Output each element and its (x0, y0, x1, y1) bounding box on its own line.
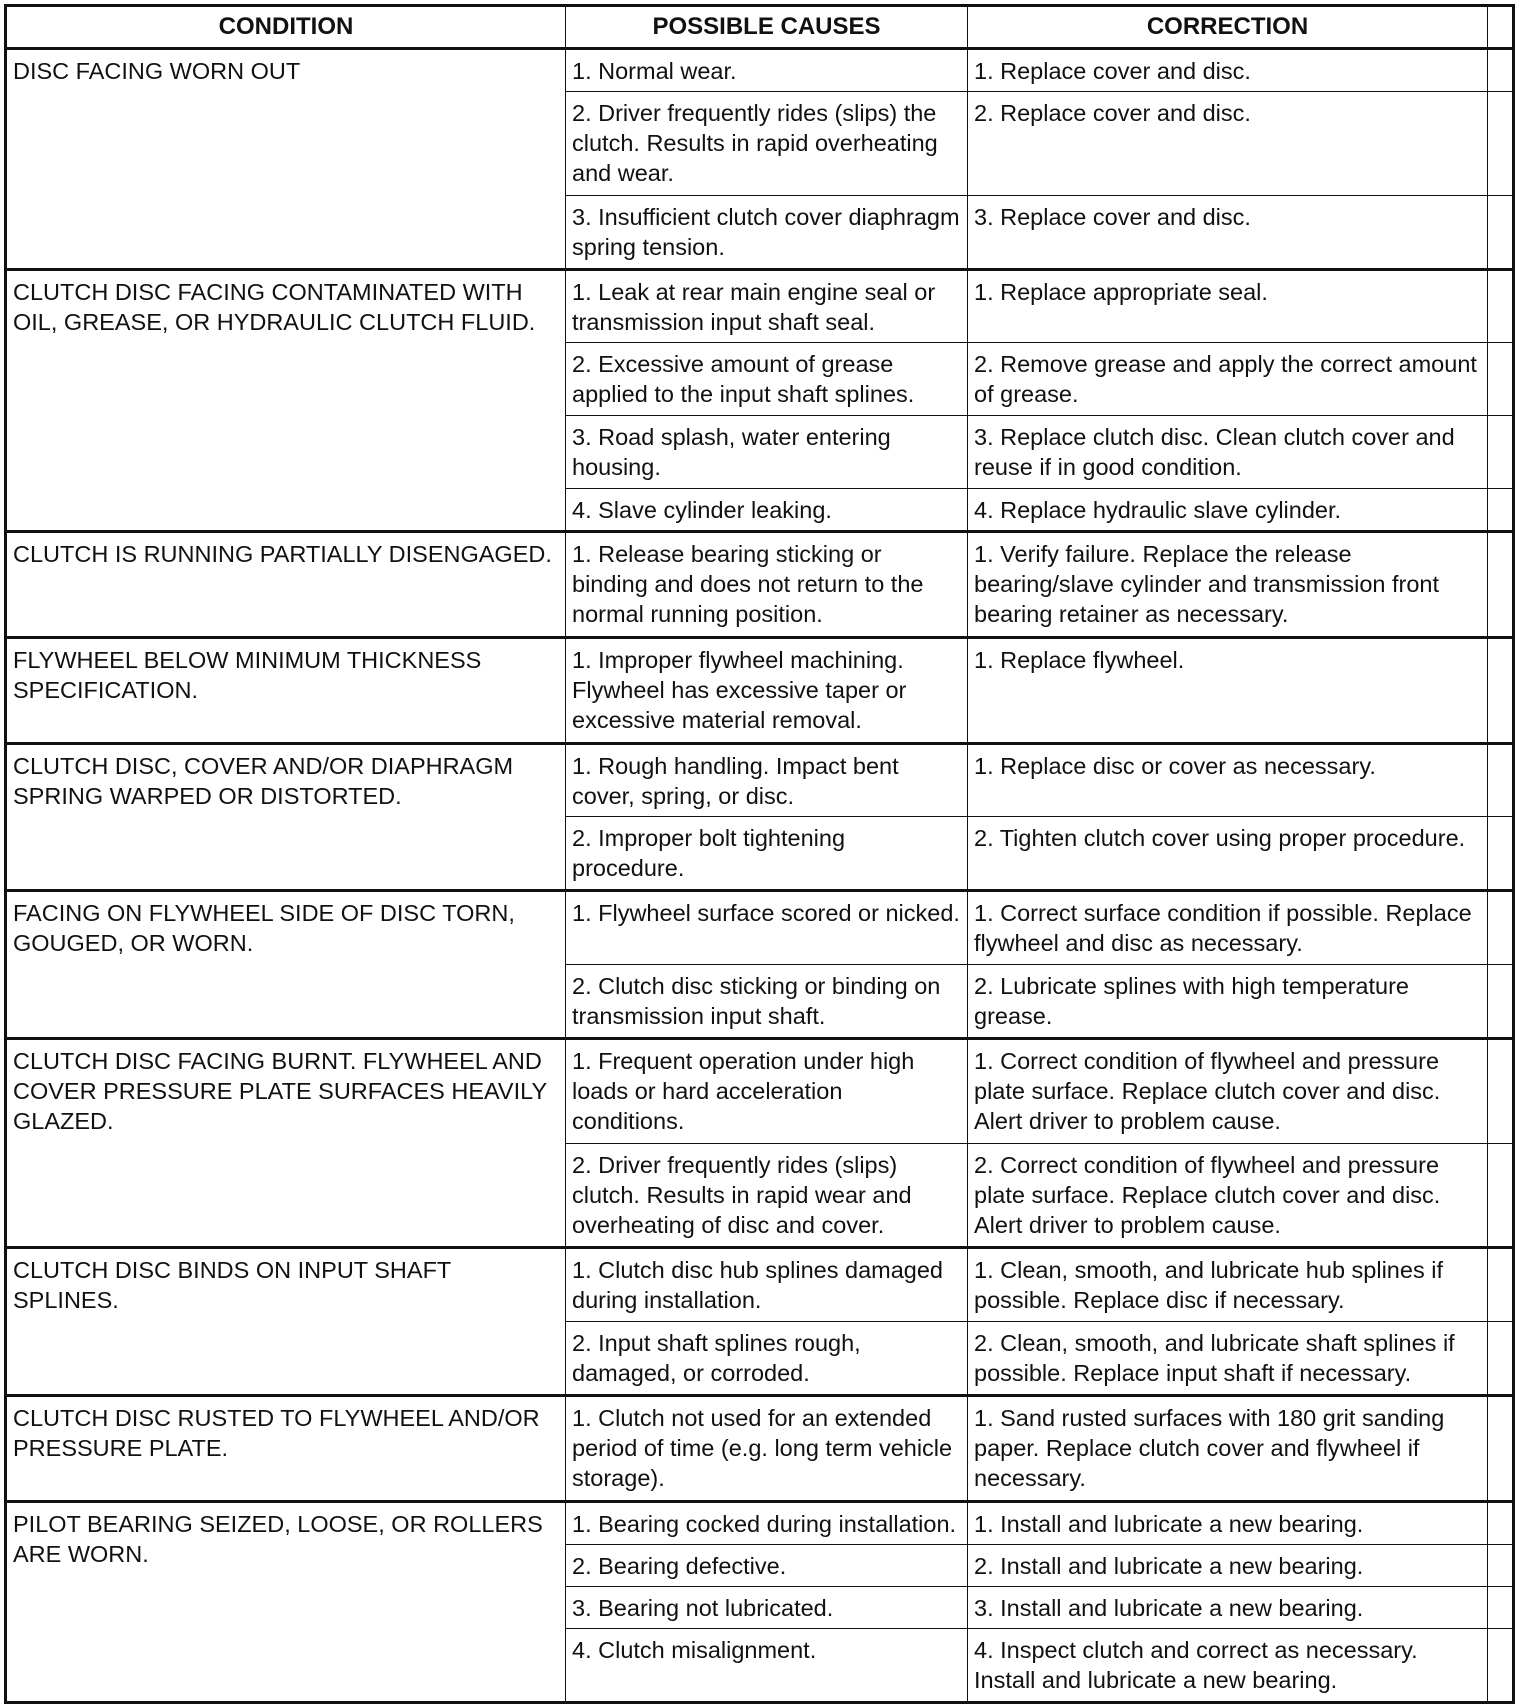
correction-cell: 1. Correct surface condition if possible. Replace flywheel and disc as necessary. (968, 891, 1488, 965)
header-correction: CORRECTION (968, 6, 1488, 49)
cause-cell: 1. Clutch disc hub splines damaged during installation. (566, 1248, 968, 1322)
spacer-cell (1488, 1544, 1514, 1586)
condition-cell: DISC FACING WORN OUT (6, 49, 566, 270)
table-row (6, 1248, 1514, 1322)
correction-cell: 1. Verify failure. Replace the release bearing/slave cylinder and transmission front bearing retainer as necessary. (968, 532, 1488, 638)
table-row (6, 532, 1514, 638)
spacer-cell (1488, 269, 1514, 343)
cause-cell: 3. Insufficient clutch cover diaphragm spring tension. (566, 195, 968, 269)
cause-cell: 2. Excessive amount of grease applied to the input shaft splines. (566, 343, 968, 416)
correction-cell: 1. Sand rusted surfaces with 180 grit sanding paper. Replace clutch cover and flywheel if necessary. (968, 1396, 1488, 1502)
correction-cell: 3. Replace clutch disc. Clean clutch cover and reuse if in good condition. (968, 416, 1488, 489)
table-row (6, 891, 1514, 965)
table-row (6, 1396, 1514, 1502)
correction-cell: 2. Correct condition of flywheel and pressure plate surface. Replace clutch cover and disc. Alert driver to problem cause. (968, 1143, 1488, 1248)
table-body (6, 49, 1514, 1703)
spacer-cell (1488, 1629, 1514, 1703)
condition-cell: PILOT BEARING SEIZED, LOOSE, OR ROLLERS ARE WORN. (6, 1501, 566, 1702)
spacer-cell (1488, 195, 1514, 269)
spacer-cell (1488, 92, 1514, 196)
condition-cell: CLUTCH DISC RUSTED TO FLYWHEEL AND/OR PRESSURE PLATE. (6, 1396, 566, 1502)
correction-cell: 2. Clean, smooth, and lubricate shaft splines if possible. Replace input shaft if necessary. (968, 1322, 1488, 1396)
correction-cell: 1. Install and lubricate a new bearing. (968, 1501, 1488, 1544)
cause-cell: 1. Release bearing sticking or binding and does not return to the normal running position. (566, 532, 968, 638)
cause-cell: 4. Clutch misalignment. (566, 1629, 968, 1703)
condition-cell: CLUTCH DISC FACING CONTAMINATED WITH OIL, GREASE, OR HYDRAULIC CLUTCH FLUID. (6, 269, 566, 532)
spacer-cell (1488, 343, 1514, 416)
cause-cell: 2. Input shaft splines rough, damaged, or corroded. (566, 1322, 968, 1396)
correction-cell: 2. Remove grease and apply the correct amount of grease. (968, 343, 1488, 416)
cause-cell: 1. Normal wear. (566, 49, 968, 92)
spacer-cell (1488, 416, 1514, 489)
cause-cell: 2. Bearing defective. (566, 1544, 968, 1586)
spacer-cell (1488, 817, 1514, 891)
correction-cell: 1. Replace disc or cover as necessary. (968, 743, 1488, 817)
spacer-cell (1488, 489, 1514, 532)
condition-cell: CLUTCH DISC FACING BURNT. FLYWHEEL AND COVER PRESSURE PLATE SURFACES HEAVILY GLAZED. (6, 1039, 566, 1248)
spacer-cell (1488, 1586, 1514, 1628)
cause-cell: 1. Improper flywheel machining. Flywheel has excessive taper or excessive material removal. (566, 637, 968, 743)
cause-cell: 2. Clutch disc sticking or binding on transmission input shaft. (566, 965, 968, 1039)
condition-cell: CLUTCH IS RUNNING PARTIALLY DISENGAGED. (6, 532, 566, 638)
table-row (6, 1501, 1514, 1544)
cause-cell: 1. Clutch not used for an extended period of time (e.g. long term vehicle storage). (566, 1396, 968, 1502)
correction-cell: 2. Lubricate splines with high temperature grease. (968, 965, 1488, 1039)
cause-cell: 1. Rough handling. Impact bent cover, spring, or disc. (566, 743, 968, 817)
spacer-cell (1488, 49, 1514, 92)
condition-cell: CLUTCH DISC, COVER AND/OR DIAPHRAGM SPRING WARPED OR DISTORTED. (6, 743, 566, 891)
spacer-cell (1488, 1143, 1514, 1248)
table-row (6, 743, 1514, 817)
cause-cell: 2. Driver frequently rides (slips) the clutch. Results in rapid overheating and wear. (566, 92, 968, 196)
table-row (6, 1039, 1514, 1144)
correction-cell: 3. Install and lubricate a new bearing. (968, 1586, 1488, 1628)
correction-cell: 2. Tighten clutch cover using proper procedure. (968, 817, 1488, 891)
correction-cell: 1. Clean, smooth, and lubricate hub splines if possible. Replace disc if necessary. (968, 1248, 1488, 1322)
cause-cell: 4. Slave cylinder leaking. (566, 489, 968, 532)
correction-cell: 1. Correct condition of flywheel and pressure plate surface. Replace clutch cover and disc. Alert driver to problem cause. (968, 1039, 1488, 1144)
spacer-cell (1488, 743, 1514, 817)
correction-cell: 4. Inspect clutch and correct as necessary. Install and lubricate a new bearing. (968, 1629, 1488, 1703)
cause-cell: 1. Frequent operation under high loads or hard acceleration conditions. (566, 1039, 968, 1144)
condition-cell: FACING ON FLYWHEEL SIDE OF DISC TORN, GOUGED, OR WORN. (6, 891, 566, 1039)
correction-cell: 2. Install and lubricate a new bearing. (968, 1544, 1488, 1586)
spacer-cell (1488, 1248, 1514, 1322)
correction-cell: 1. Replace appropriate seal. (968, 269, 1488, 343)
correction-cell: 4. Replace hydraulic slave cylinder. (968, 489, 1488, 532)
spacer-cell (1488, 891, 1514, 965)
cause-cell: 2. Improper bolt tightening procedure. (566, 817, 968, 891)
cause-cell: 1. Flywheel surface scored or nicked. (566, 891, 968, 965)
header-spacer (1488, 6, 1514, 49)
spacer-cell (1488, 1501, 1514, 1544)
spacer-cell (1488, 637, 1514, 743)
correction-cell: 2. Replace cover and disc. (968, 92, 1488, 196)
spacer-cell (1488, 532, 1514, 638)
cause-cell: 1. Leak at rear main engine seal or transmission input shaft seal. (566, 269, 968, 343)
clutch-diagnosis-table (4, 4, 1515, 1704)
spacer-cell (1488, 1039, 1514, 1144)
spacer-cell (1488, 1322, 1514, 1396)
correction-cell: 1. Replace cover and disc. (968, 49, 1488, 92)
condition-cell: CLUTCH DISC BINDS ON INPUT SHAFT SPLINES. (6, 1248, 566, 1396)
table-row (6, 637, 1514, 743)
header-possible-causes: POSSIBLE CAUSES (566, 6, 968, 49)
header-row (6, 6, 1514, 49)
correction-cell: 3. Replace cover and disc. (968, 195, 1488, 269)
header-condition: CONDITION (6, 6, 566, 49)
table-row (6, 49, 1514, 92)
cause-cell: 1. Bearing cocked during installation. (566, 1501, 968, 1544)
condition-cell: FLYWHEEL BELOW MINIMUM THICKNESS SPECIFICATION. (6, 637, 566, 743)
spacer-cell (1488, 1396, 1514, 1502)
spacer-cell (1488, 965, 1514, 1039)
cause-cell: 3. Bearing not lubricated. (566, 1586, 968, 1628)
table-row (6, 269, 1514, 343)
cause-cell: 2. Driver frequently rides (slips) clutch. Results in rapid wear and overheating of disc and cover. (566, 1143, 968, 1248)
correction-cell: 1. Replace flywheel. (968, 637, 1488, 743)
cause-cell: 3. Road splash, water entering housing. (566, 416, 968, 489)
